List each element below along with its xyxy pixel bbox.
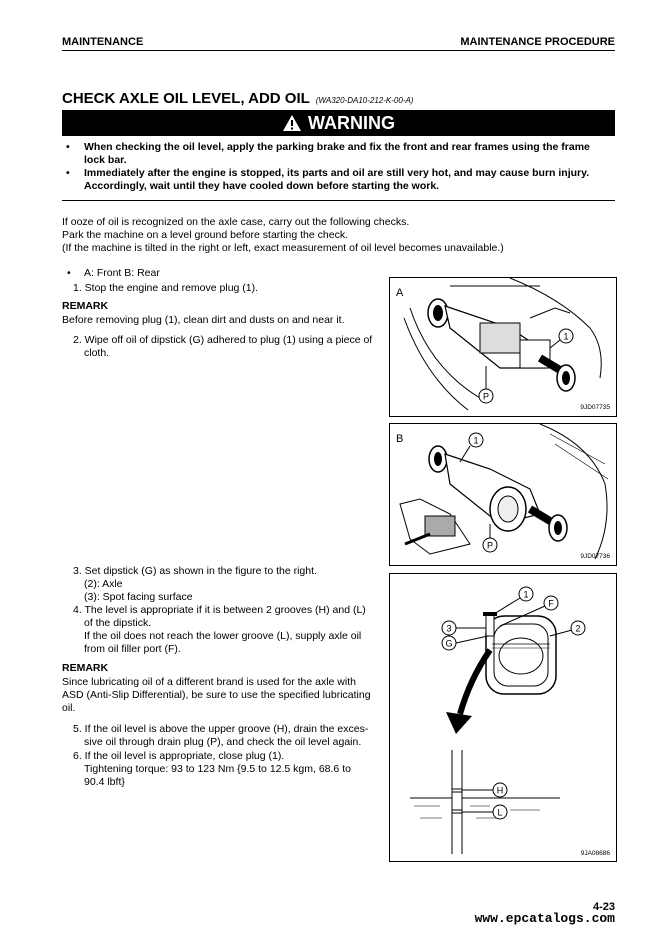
intro-line-2: Park the machine on a level ground before starting the check. — [62, 229, 349, 241]
figure-b-letter: B — [396, 433, 404, 445]
step-3-line1: 3. Set dipstick (G) as shown in the figure to the right. — [73, 565, 317, 577]
warning-item-2-line1: Immediately after the engine is stopped, its parts and oil are still very hot, and may cause burn injury. — [84, 167, 590, 179]
figure-a-letter: A — [396, 287, 404, 299]
view-legend: A: Front B: Rear — [84, 267, 160, 279]
warning-box — [62, 136, 615, 201]
watermark: www.epcatalogs.com — [474, 911, 615, 926]
figure-c-callout-g: G — [445, 638, 453, 649]
header-left: MAINTENANCE — [62, 36, 144, 48]
step-6-line1: 6. If the oil level is appropriate, close plug (1). — [73, 750, 285, 762]
figure-a — [389, 277, 617, 417]
figure-c-callout-f: F — [548, 598, 554, 609]
intro-line-1: If ooze of oil is recognized on the axle case, carry out the following checks. — [62, 216, 410, 228]
bullet-dot: • — [66, 167, 70, 179]
figure-a-callout-1: 1 — [563, 331, 569, 342]
remark-1-label: REMARK — [62, 300, 109, 312]
figure-a-callout-p: P — [482, 391, 490, 402]
step-5-line1: 5. If the oil level is above the upper groove (H), drain the exces- — [73, 723, 369, 735]
figure-c-callout-1: 1 — [523, 589, 529, 600]
bullet-dot: • — [66, 141, 70, 153]
figure-a-code: 9JD07735 — [580, 404, 610, 411]
bullet-dot: • — [67, 267, 71, 279]
figure-b-code: 9JD07736 — [580, 553, 610, 560]
figure-c-callout-h: H — [496, 785, 504, 796]
figure-c-callout-2: 2 — [575, 623, 581, 634]
page-number: 4-23 — [592, 901, 615, 913]
figure-a-drawing — [390, 278, 616, 416]
step-2-line1: 2. Wipe off oil of dipstick (G) adhered to plug (1) using a piece of — [73, 334, 373, 346]
section-title — [62, 90, 413, 107]
warning-item-1-line2: lock bar. — [84, 154, 127, 166]
figure-c — [389, 573, 617, 862]
arrow-icon — [446, 712, 472, 734]
step-4-line2: of the dipstick. — [84, 617, 152, 629]
step-4-line4: from oil filler port (F). — [84, 643, 181, 655]
step-4-line1: 4. The level is appropriate if it is between 2 grooves (H) and (L) — [73, 604, 366, 616]
step-3-line3: (3): Spot facing surface — [84, 591, 193, 603]
remark-2-line3: oil. — [62, 702, 76, 714]
warning-item-2-line2: Accordingly, wait until they have cooled down before starting the work. — [84, 180, 440, 192]
step-2-line2: cloth. — [84, 347, 110, 359]
figure-c-callout-3: 3 — [446, 623, 452, 634]
step-6-line2: Tightening torque: 93 to 123 Nm {9.5 to 12.5 kgm, 68.6 to — [84, 763, 351, 775]
header-rule — [62, 50, 615, 51]
step-4-line3: If the oil does not reach the lower groove (L), supply axle oil — [84, 630, 362, 642]
remark-2-line2: ASD (Anti-Slip Differential), be sure to use the specified lubricating — [62, 689, 371, 701]
section-code: (WA320-DA10-212-K-00-A) — [315, 96, 414, 105]
step-5-line2: sive oil through drain plug (P), and check the oil level again. — [84, 736, 362, 748]
figure-b-callout-p: P — [486, 540, 494, 551]
intro-line-3: (If the machine is tilted in the right or left, exact measurement of oil level becomes unavailable.) — [62, 242, 504, 254]
remark-2-line1: Since lubricating oil of a different brand is used for the axle with — [62, 676, 356, 688]
step-3-line2: (2): Axle — [84, 578, 123, 590]
remark-2-label: REMARK — [62, 662, 109, 674]
remark-1-text: Before removing plug (1), clean dirt and dusts on and near it. — [62, 314, 345, 326]
warning-item-1-line1: When checking the oil level, apply the parking brake and fix the front and rear frames using the frame — [84, 141, 590, 153]
figure-b — [389, 423, 617, 566]
warning-banner — [62, 110, 615, 136]
step-1: 1. Stop the engine and remove plug (1). — [73, 282, 259, 294]
warning-label: WARNING — [308, 112, 395, 133]
figure-c-callout-l: L — [497, 807, 503, 818]
step-6-line3: 90.4 lbft} — [84, 776, 125, 788]
warning-triangle-icon — [282, 114, 302, 132]
figure-c-code: 9JA08686 — [580, 850, 610, 857]
figure-b-callout-1: 1 — [473, 435, 479, 446]
header-right: MAINTENANCE PROCEDURE — [460, 36, 615, 48]
figure-b-drawing — [390, 424, 616, 565]
figure-c-drawing — [390, 574, 616, 861]
section-title-text: CHECK AXLE OIL LEVEL, ADD OIL — [62, 90, 310, 107]
